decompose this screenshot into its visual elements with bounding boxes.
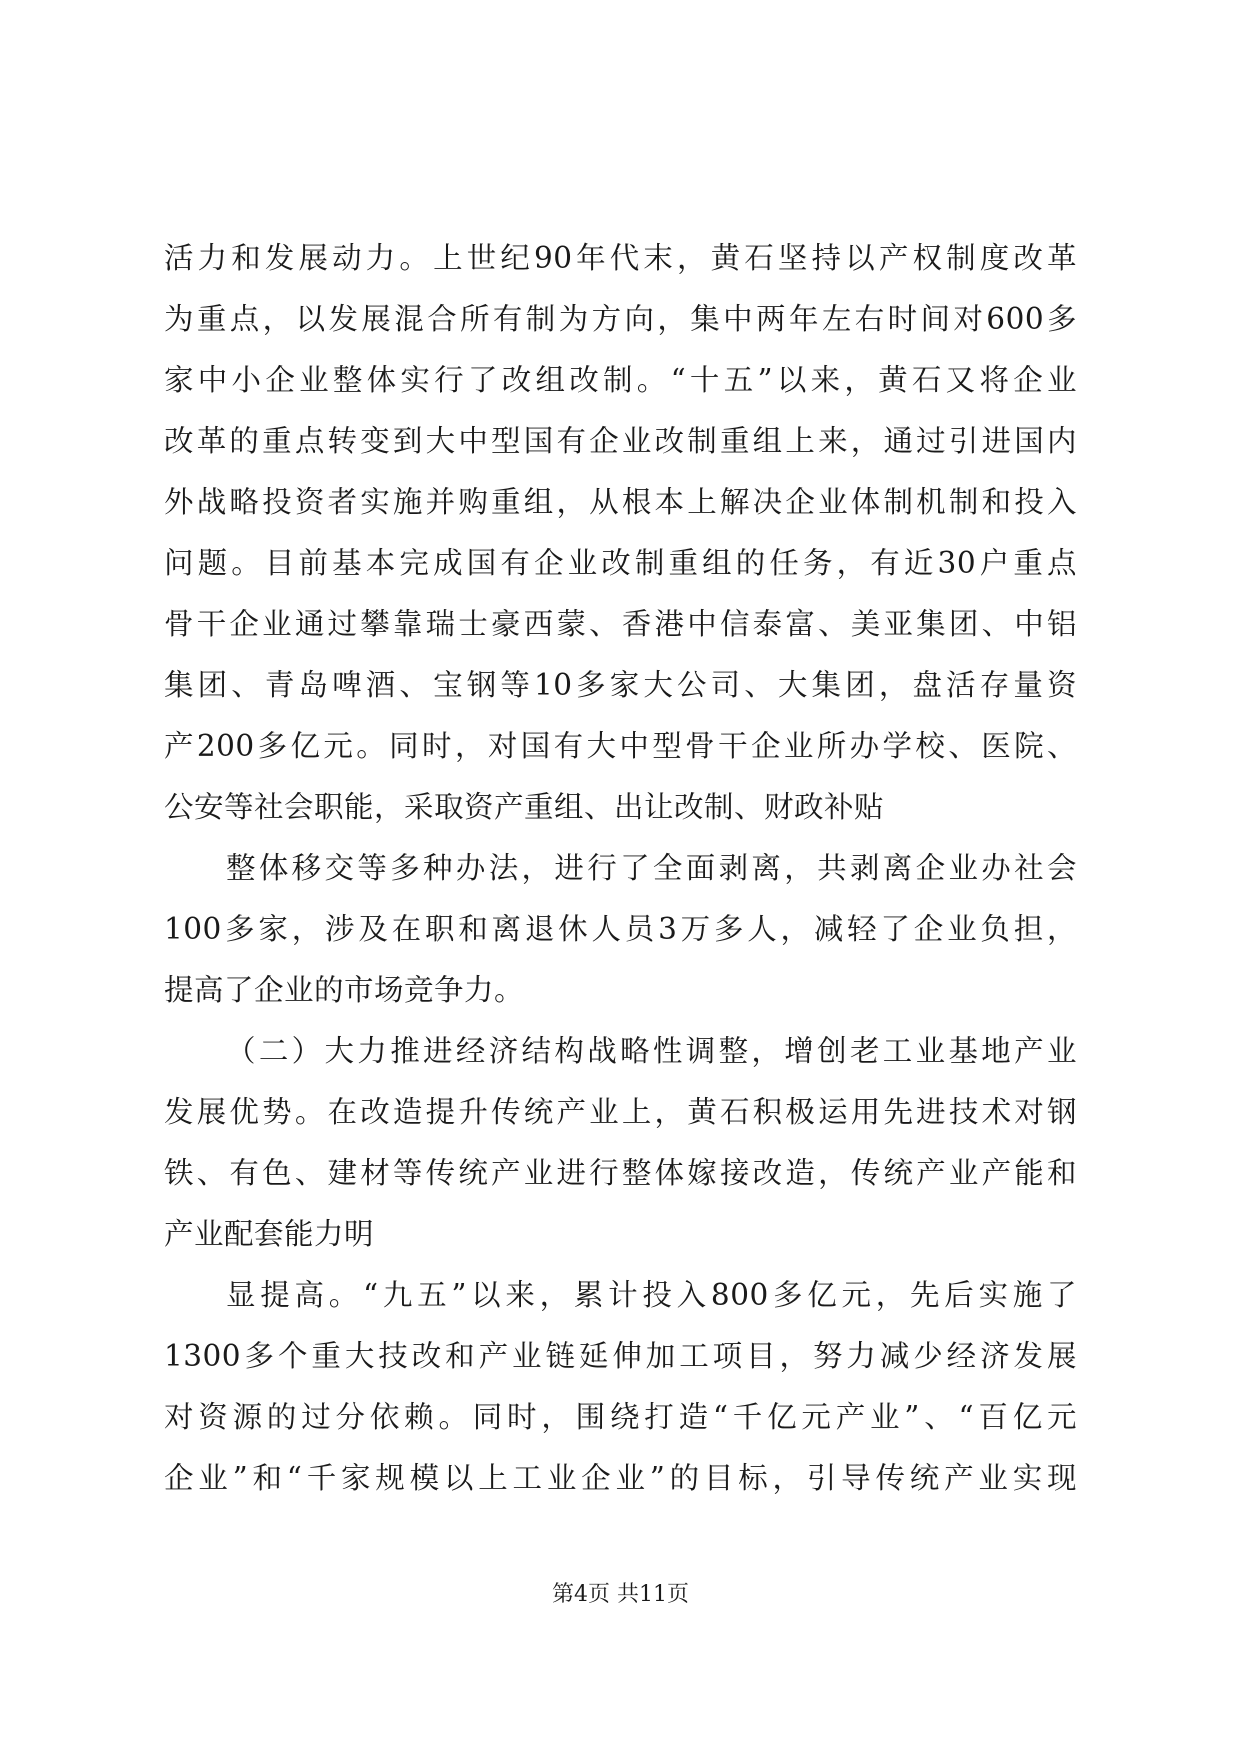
text-line: 问题。目前基本完成国有企业改制重组的任务，有近30户重点 <box>164 546 1077 580</box>
text-line: 100多家，涉及在职和离退休人员3万多人，减轻了企业负担， <box>164 912 1077 946</box>
text-line: 产业配套能力明 <box>164 1217 375 1251</box>
text-line: 改革的重点转变到大中型国有企业改制重组上来，通过引进国内 <box>164 424 1077 458</box>
text-line: 企业”和“千家规模以上工业企业”的目标，引导传统产业实现 <box>164 1461 1077 1495</box>
text-line: 公安等社会职能，采取资产重组、出让改制、财政补贴 <box>164 790 885 824</box>
text-line: 发展优势。在改造提升传统产业上，黄石积极运用先进技术对钢 <box>164 1095 1077 1129</box>
text-line: 对资源的过分依赖。同时，围绕打造“千亿元产业”、“百亿元 <box>164 1400 1077 1434</box>
text-line: 家中小企业整体实行了改组改制。“十五”以来，黄石又将企业 <box>164 363 1077 397</box>
text-line: 1300多个重大技改和产业链延伸加工项目，努力减少经济发展 <box>164 1339 1077 1373</box>
page-number-footer: 第4页 共11页 <box>552 1582 689 1607</box>
text-line: 提高了企业的市场竞争力。 <box>164 973 525 1007</box>
text-line: 活力和发展动力。上世纪90年代末，黄石坚持以产权制度改革 <box>164 241 1077 275</box>
text-line: 外战略投资者实施并购重组，从根本上解决企业体制机制和投入 <box>164 485 1077 519</box>
text-line: 显提高。“九五”以来，累计投入800多亿元，先后实施了 <box>226 1278 1077 1312</box>
text-line: 为重点，以发展混合所有制为方向，集中两年左右时间对600多 <box>164 302 1077 336</box>
text-line: 整体移交等多种办法，进行了全面剥离，共剥离企业办社会 <box>226 851 1077 885</box>
text-line: 集团、青岛啤酒、宝钢等10多家大公司、大集团，盘活存量资 <box>164 668 1077 702</box>
text-line: 铁、有色、建材等传统产业进行整体嫁接改造，传统产业产能和 <box>164 1156 1077 1190</box>
text-line: 骨干企业通过攀靠瑞士豪西蒙、香港中信泰富、美亚集团、中铝 <box>164 607 1077 641</box>
document-body <box>164 228 1077 1509</box>
section-heading-line: （二）大力推进经济结构战略性调整，增创老工业基地产业 <box>226 1034 1077 1068</box>
text-line: 产200多亿元。同时，对国有大中型骨干企业所办学校、医院、 <box>164 729 1077 763</box>
